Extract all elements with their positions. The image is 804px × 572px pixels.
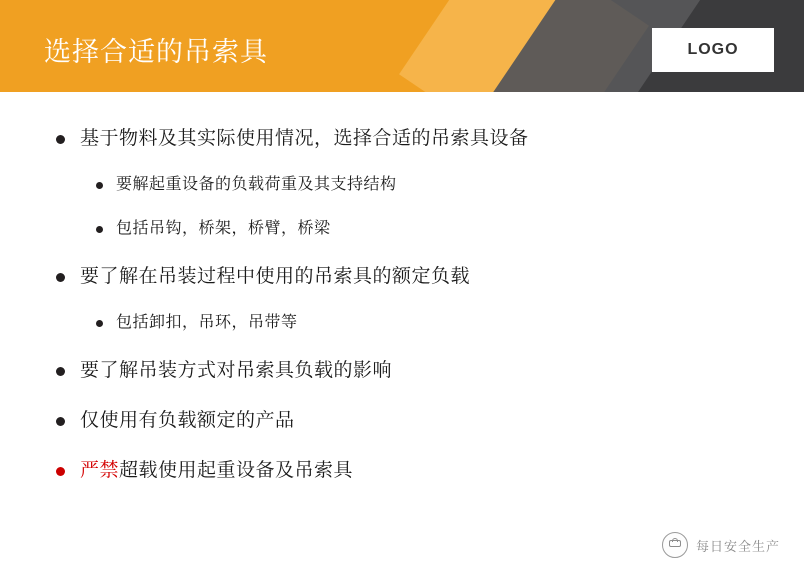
bullet-dot-icon <box>96 320 103 327</box>
list-item <box>96 218 804 240</box>
logo-placeholder <box>652 28 774 72</box>
list-item <box>56 358 804 384</box>
list-item <box>56 408 804 434</box>
list-item-text: 基于物料及其实际使用情况，选择合适的吊索具设备 <box>80 128 529 149</box>
slide-body <box>0 92 804 572</box>
list-item-warning <box>56 458 804 484</box>
bullet-dot-icon <box>96 226 103 233</box>
bullet-dot-icon <box>56 417 65 426</box>
warning-rest: 超载使用起重设备及吊索具 <box>119 460 354 481</box>
watermark-label: 每日安全生产 <box>695 538 780 554</box>
slide-header <box>0 0 804 92</box>
page-title: 选择合适的吊索具 <box>44 37 268 67</box>
bullet-dot-icon <box>56 367 65 376</box>
bullet-dot-icon <box>56 467 65 476</box>
list-item-text-warning <box>80 458 353 484</box>
list-item <box>96 312 804 334</box>
bullet-dot-icon <box>56 135 65 144</box>
list-item-text: 包括吊钩，桥架，桥臂，桥梁 <box>116 220 331 237</box>
list-item-text: 要了解在吊装过程中使用的吊索具的额定负载 <box>80 266 471 287</box>
list-item-text: 要了解吊装方式对吊索具负载的影响 <box>80 360 393 381</box>
list-item-text: 包括卸扣，吊环，吊带等 <box>116 314 298 331</box>
list-item-text: 仅使用有负载额定的产品 <box>80 410 295 431</box>
bullet-dot-icon <box>56 273 65 282</box>
bullet-dot-icon <box>96 182 103 189</box>
logo-label: LOGO <box>687 41 739 58</box>
list-item <box>56 126 804 152</box>
list-item <box>96 174 804 196</box>
list-item <box>56 264 804 290</box>
footer-watermark <box>662 532 780 558</box>
warning-emphasis: 严禁 <box>80 460 120 481</box>
wechat-account-icon <box>662 532 688 558</box>
list-item-text: 要解起重设备的负载荷重及其支持结构 <box>116 176 397 193</box>
